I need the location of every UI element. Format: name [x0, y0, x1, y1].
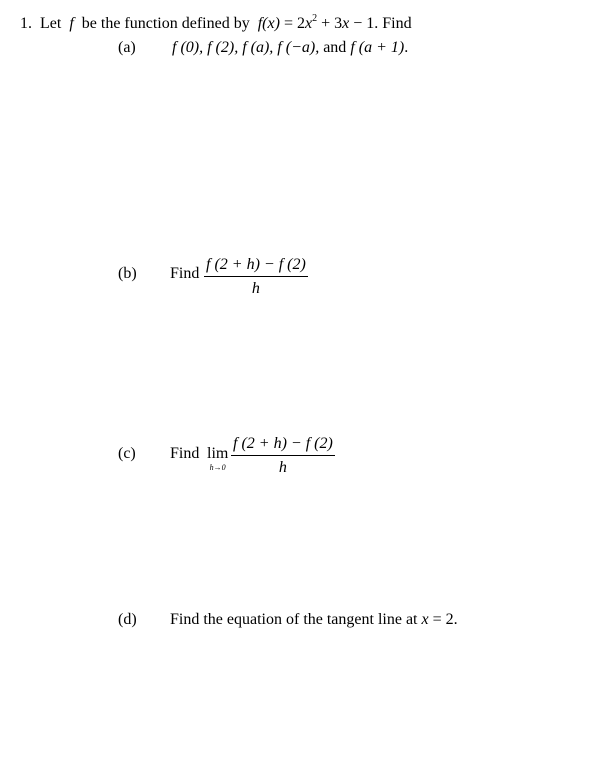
part-b-numerator: f (2 + h) − f (2)	[204, 257, 308, 277]
part-c-denominator: h	[278, 459, 287, 476]
var-x: x	[304, 15, 313, 32]
part-a-expression	[172, 40, 408, 56]
part-a-and: and	[319, 39, 351, 56]
problem-statement	[20, 13, 412, 32]
linear-term: + 3	[317, 15, 343, 32]
tail-text: − 1. Find	[349, 15, 412, 32]
part-b-denominator: h	[251, 280, 260, 297]
part-b-label: (b)	[118, 265, 137, 282]
part-d-label: (d)	[118, 611, 137, 628]
part-d-sentence: Find the equation of the tangent line at	[170, 611, 418, 628]
part-a-list: f (0), f (2), f (a), f (−a),	[172, 39, 320, 56]
problem-number: 1.	[20, 15, 32, 32]
part-d-value: = 2.	[428, 611, 458, 628]
part-b-fraction	[204, 257, 308, 297]
intro-pre: Let	[40, 15, 62, 32]
part-d-text	[170, 612, 458, 628]
part-a-period: .	[404, 39, 409, 56]
function-lhs: f(x)	[257, 15, 280, 32]
part-c-find: Find	[170, 445, 200, 462]
limit-operator	[207, 446, 228, 472]
exponent: 2	[312, 13, 318, 24]
limit-subscript: h→0	[209, 463, 226, 472]
part-a-label: (a)	[118, 39, 136, 56]
function-symbol: f	[69, 15, 74, 32]
var-x-2: x	[342, 15, 350, 32]
part-b-find: Find	[170, 265, 200, 282]
equals-coef: = 2	[279, 15, 305, 32]
part-c-label: (c)	[118, 445, 136, 462]
part-d-var: x	[421, 611, 429, 628]
limit-word: lim	[207, 445, 229, 462]
part-a-last: f (a + 1)	[350, 39, 405, 56]
part-c-numerator: f (2 + h) − f (2)	[231, 436, 335, 456]
part-c-fraction	[231, 436, 335, 476]
intro-mid: be the function defined by	[81, 15, 250, 32]
